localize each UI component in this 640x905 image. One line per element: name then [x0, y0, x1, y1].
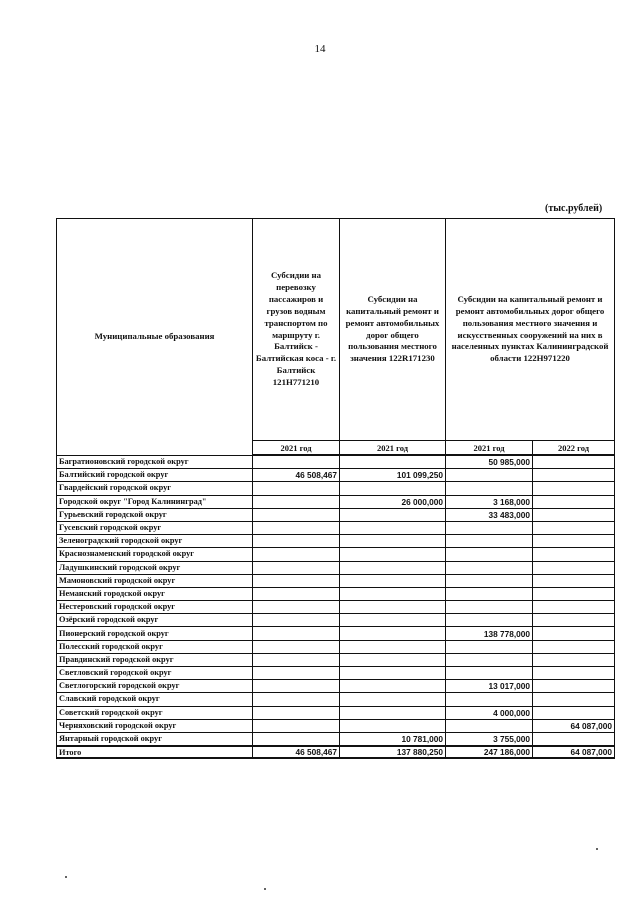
cell-col4: [533, 508, 615, 521]
header-municipality: Муниципальные образования: [57, 219, 253, 456]
table-row: [57, 535, 615, 548]
table-row: [57, 508, 615, 521]
table-row: [57, 469, 615, 482]
header-road-structures-repair: Субсидии на капитальный ремонт и ремонт автомобильных дорог общего пользования местного значения и искусственных сооружений на них в населенных пунктах Калининградской области 122H971220: [446, 219, 615, 441]
cell-col2: 26 000,000: [340, 495, 446, 508]
cell-col3: [446, 614, 533, 627]
cell-col2: [340, 535, 446, 548]
municipality-name: Краснознаменский городской округ: [57, 548, 253, 561]
table-row: [57, 640, 615, 653]
cell-col4: [533, 653, 615, 666]
cell-col4: [533, 521, 615, 534]
scan-speck: [596, 848, 598, 850]
municipality-name: Славский городской округ: [57, 693, 253, 706]
cell-col1: [253, 653, 340, 666]
table-row: [57, 495, 615, 508]
cell-col2: 10 781,000: [340, 732, 446, 746]
year-col2: 2021 год: [340, 441, 446, 456]
year-col1: 2021 год: [253, 441, 340, 456]
table-row: [57, 574, 615, 587]
municipality-name: Гвардейский городской округ: [57, 482, 253, 495]
table-row: [57, 667, 615, 680]
cell-col1: [253, 667, 340, 680]
cell-col2: [340, 706, 446, 719]
cell-col3: 4 000,000: [446, 706, 533, 719]
cell-col2: [340, 561, 446, 574]
cell-col3: 50 985,000: [446, 455, 533, 469]
table-body: [57, 455, 615, 746]
cell-col4: [533, 601, 615, 614]
cell-col3: [446, 640, 533, 653]
cell-col4: [533, 574, 615, 587]
cell-col1: [253, 587, 340, 600]
municipality-name: Черняховский городской округ: [57, 719, 253, 732]
municipality-name: Гусевский городской округ: [57, 521, 253, 534]
cell-col2: [340, 653, 446, 666]
cell-col1: [253, 693, 340, 706]
cell-col1: [253, 614, 340, 627]
scan-speck: [264, 888, 266, 890]
cell-col2: [340, 548, 446, 561]
cell-col1: [253, 601, 340, 614]
cell-col3: [446, 693, 533, 706]
total-row: [57, 746, 615, 758]
cell-col1: [253, 732, 340, 746]
table-row: [57, 521, 615, 534]
cell-col1: [253, 680, 340, 693]
cell-col1: [253, 508, 340, 521]
scan-speck: [65, 876, 67, 878]
header-water-transport: Субсидии на перевозку пассажиров и грузов водным транспортом по маршруту г. Балтийск - Балтийская коса - г. Балтийск 121H771210: [253, 219, 340, 441]
municipality-name: Балтийский городской округ: [57, 469, 253, 482]
table-row: [57, 653, 615, 666]
cell-col2: [340, 455, 446, 469]
cell-col1: [253, 574, 340, 587]
cell-col1: [253, 495, 340, 508]
municipality-name: Ладушкинский городской округ: [57, 561, 253, 574]
cell-col2: [340, 627, 446, 640]
cell-col1: [253, 455, 340, 469]
cell-col4: [533, 482, 615, 495]
cell-col1: [253, 627, 340, 640]
cell-col2: [340, 693, 446, 706]
cell-col2: [340, 574, 446, 587]
cell-col4: [533, 561, 615, 574]
cell-col3: 13 017,000: [446, 680, 533, 693]
cell-col4: [533, 667, 615, 680]
cell-col2: [340, 680, 446, 693]
table-row: [57, 680, 615, 693]
cell-col4: [533, 627, 615, 640]
subsidies-table: [56, 218, 615, 759]
cell-col2: 101 099,250: [340, 469, 446, 482]
cell-col4: [533, 640, 615, 653]
municipality-name: Советский городской округ: [57, 706, 253, 719]
cell-col3: 33 483,000: [446, 508, 533, 521]
cell-col4: [533, 469, 615, 482]
cell-col2: [340, 482, 446, 495]
municipality-name: Городской округ "Город Калининград": [57, 495, 253, 508]
total-label: Итого: [57, 746, 253, 758]
cell-col4: [533, 495, 615, 508]
cell-col1: [253, 521, 340, 534]
table-row: [57, 455, 615, 469]
municipality-name: Светловский городской округ: [57, 667, 253, 680]
cell-col4: [533, 587, 615, 600]
cell-col2: [340, 521, 446, 534]
cell-col2: [340, 601, 446, 614]
table-row: [57, 614, 615, 627]
cell-col3: [446, 469, 533, 482]
cell-col1: [253, 561, 340, 574]
total-col3: 247 186,000: [446, 746, 533, 758]
cell-col3: [446, 719, 533, 732]
year-col4: 2022 год: [533, 441, 615, 456]
municipality-name: Полесский городской округ: [57, 640, 253, 653]
total-col4: 64 087,000: [533, 746, 615, 758]
cell-col1: [253, 482, 340, 495]
table-row: [57, 548, 615, 561]
cell-col3: [446, 667, 533, 680]
cell-col3: [446, 521, 533, 534]
cell-col3: [446, 548, 533, 561]
cell-col2: [340, 587, 446, 600]
municipality-name: Неманский городской округ: [57, 587, 253, 600]
cell-col1: [253, 535, 340, 548]
municipality-name: Багратионовский городской округ: [57, 455, 253, 469]
cell-col4: [533, 548, 615, 561]
total-col1: 46 508,467: [253, 746, 340, 758]
cell-col3: [446, 482, 533, 495]
cell-col4: 64 087,000: [533, 719, 615, 732]
cell-col1: [253, 706, 340, 719]
cell-col3: [446, 601, 533, 614]
cell-col2: [340, 640, 446, 653]
cell-col4: [533, 614, 615, 627]
cell-col3: [446, 574, 533, 587]
cell-col1: [253, 548, 340, 561]
cell-col3: [446, 587, 533, 600]
table-row: [57, 587, 615, 600]
table-row: [57, 601, 615, 614]
cell-col3: 3 755,000: [446, 732, 533, 746]
year-col3: 2021 год: [446, 441, 533, 456]
table-row: [57, 719, 615, 732]
total-col2: 137 880,250: [340, 746, 446, 758]
cell-col1: [253, 719, 340, 732]
cell-col1: 46 508,467: [253, 469, 340, 482]
municipality-name: Зеленоградский городской округ: [57, 535, 253, 548]
header-road-repair: Субсидии на капитальный ремонт и ремонт автомобильных дорог общего пользования местного значения 122R171230: [340, 219, 446, 441]
cell-col4: [533, 706, 615, 719]
table-row: [57, 627, 615, 640]
cell-col2: [340, 614, 446, 627]
cell-col4: [533, 455, 615, 469]
municipality-name: Мамоновский городской округ: [57, 574, 253, 587]
cell-col4: [533, 680, 615, 693]
municipality-name: Светлогорский городской округ: [57, 680, 253, 693]
cell-col4: [533, 693, 615, 706]
municipality-name: Озёрский городской округ: [57, 614, 253, 627]
municipality-name: Гурьевский городской округ: [57, 508, 253, 521]
cell-col3: 138 778,000: [446, 627, 533, 640]
cell-col3: [446, 653, 533, 666]
municipality-name: Правдинский городской округ: [57, 653, 253, 666]
table-row: [57, 482, 615, 495]
cell-col2: [340, 719, 446, 732]
table-row: [57, 561, 615, 574]
page-number: 14: [314, 43, 326, 55]
cell-col3: [446, 561, 533, 574]
municipality-name: Нестеровский городской округ: [57, 601, 253, 614]
table-row: [57, 706, 615, 719]
cell-col3: 3 168,000: [446, 495, 533, 508]
cell-col1: [253, 640, 340, 653]
cell-col4: [533, 732, 615, 746]
municipality-name: Янтарный городской округ: [57, 732, 253, 746]
cell-col4: [533, 535, 615, 548]
units-label: (тыс.рублей): [545, 203, 603, 214]
cell-col2: [340, 667, 446, 680]
table-row: [57, 693, 615, 706]
table-row: [57, 732, 615, 746]
cell-col2: [340, 508, 446, 521]
municipality-name: Пионерский городской округ: [57, 627, 253, 640]
cell-col3: [446, 535, 533, 548]
